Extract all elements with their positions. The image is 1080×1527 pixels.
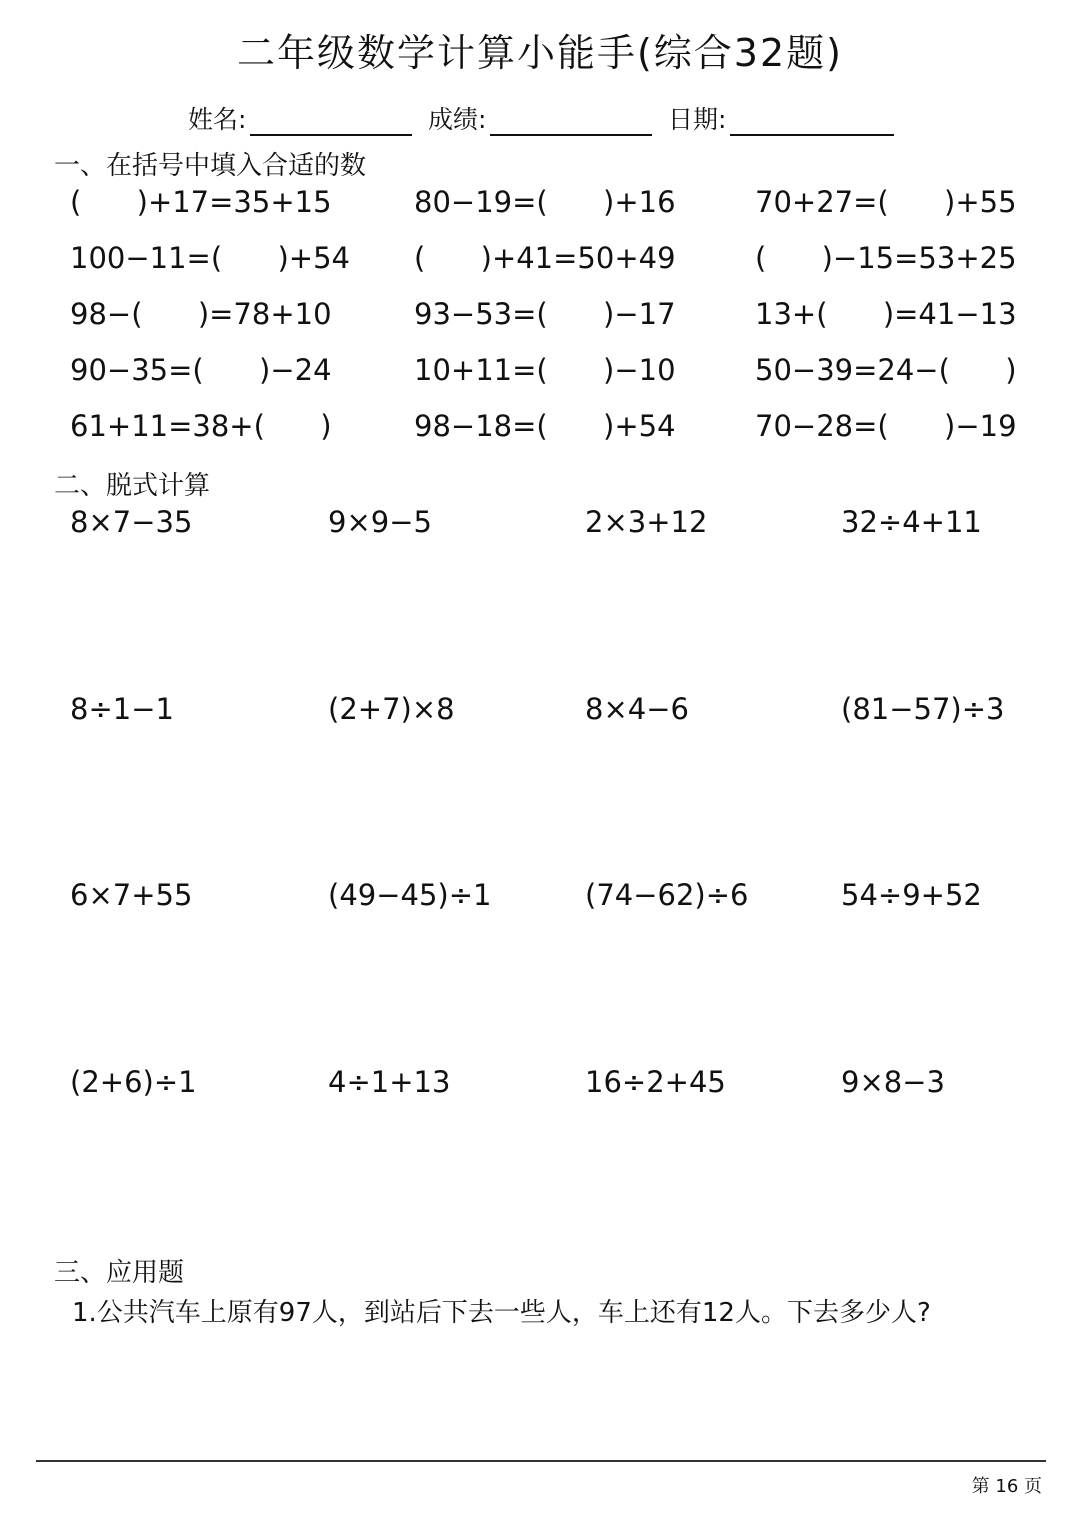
calc-item: 16÷2+45 xyxy=(585,1065,726,1099)
section3-title: 三、应用题 xyxy=(54,1258,185,1288)
calc-item: (2+6)÷1 xyxy=(70,1065,197,1099)
fill-item: ( )+41=50+49 xyxy=(414,241,676,275)
score-label: 成绩: xyxy=(428,105,487,134)
fill-item: 93−53=( )−17 xyxy=(414,297,676,331)
fill-item: 100−11=( )+54 xyxy=(70,241,350,275)
calc-item: 8×4−6 xyxy=(585,692,689,726)
section1-title: 一、在括号中填入合适的数 xyxy=(54,151,367,181)
fill-item: ( )+17=35+15 xyxy=(70,185,332,219)
fill-item: 70−28=( )−19 xyxy=(755,409,1017,443)
fill-item: 50−39=24−( ) xyxy=(755,353,1017,387)
fill-item: 13+( )=41−13 xyxy=(755,297,1017,331)
fill-item: 70+27=( )+55 xyxy=(755,185,1017,219)
section2-title: 二、脱式计算 xyxy=(54,471,211,501)
calc-item: (2+7)×8 xyxy=(328,692,455,726)
name-blank[interactable] xyxy=(250,108,412,136)
calc-item: (81−57)÷3 xyxy=(841,692,1005,726)
calc-item: 6×7+55 xyxy=(70,878,193,912)
fill-item: ( )−15=53+25 xyxy=(755,241,1017,275)
name-field xyxy=(188,100,412,136)
name-label: 姓名: xyxy=(188,105,247,134)
date-blank[interactable] xyxy=(730,108,894,136)
worksheet-title: 二年级数学计算小能手(综合32题) xyxy=(236,31,843,75)
calc-item: 9×9−5 xyxy=(328,505,432,539)
score-blank[interactable] xyxy=(490,108,652,136)
fill-item: 90−35=( )−24 xyxy=(70,353,332,387)
date-field xyxy=(668,100,894,136)
calc-item: (49−45)÷1 xyxy=(328,878,492,912)
fill-item: 98−18=( )+54 xyxy=(414,409,676,443)
score-field xyxy=(428,100,652,136)
calc-item: 8×7−35 xyxy=(70,505,193,539)
word-problem-1: 1.公共汽车上原有97人，到站后下去一些人，车上还有12人。下去多少人? xyxy=(72,1298,931,1328)
calc-item: (74−62)÷6 xyxy=(585,878,749,912)
calc-item: 8÷1−1 xyxy=(70,692,174,726)
fill-item: 98−( )=78+10 xyxy=(70,297,332,331)
calc-item: 32÷4+11 xyxy=(841,505,982,539)
fill-item: 61+11=38+( ) xyxy=(70,409,332,443)
calc-item: 4÷1+13 xyxy=(328,1065,451,1099)
date-label: 日期: xyxy=(668,105,727,134)
calc-item: 9×8−3 xyxy=(841,1065,945,1099)
calc-item: 54÷9+52 xyxy=(841,878,982,912)
page-number: 第 16 页 xyxy=(971,1476,1042,1497)
footer-divider xyxy=(36,1460,1046,1462)
fill-item: 10+11=( )−10 xyxy=(414,353,676,387)
calc-item: 2×3+12 xyxy=(585,505,708,539)
fill-item: 80−19=( )+16 xyxy=(414,185,676,219)
